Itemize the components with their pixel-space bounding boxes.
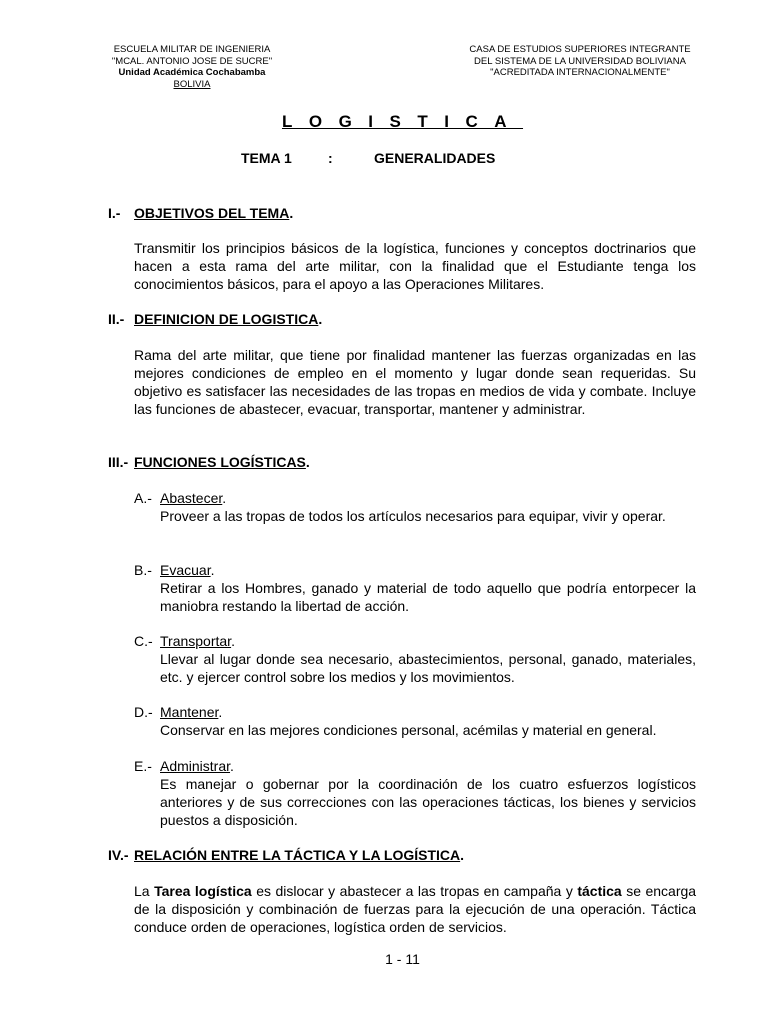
list-item: C.- Transportar. Llevar al lugar donde sea necesario, abastecimientos, personal, ganado, materiales, etc. y ejercer control sobre los medios y los movimientos. (134, 633, 696, 685)
tema-colon: : (328, 150, 333, 166)
section-heading: III.- FUNCIONES LOGÍSTICAS. (108, 454, 310, 470)
tema-value: GENERALIDADES (374, 150, 496, 166)
item-letter: B.- (134, 562, 152, 578)
document-title: LOGISTICA (281, 112, 524, 131)
item-name: Evacuar (160, 562, 211, 578)
item-name: Abastecer (160, 490, 223, 506)
section-title: OBJETIVOS DEL TEMA (134, 205, 290, 221)
item-name: Administrar (160, 758, 231, 774)
section-number: II.- (108, 311, 125, 327)
item-description: Retirar a los Hombres, ganado y material de todo aquello que podría entorpecer la maniobra restando la libertad de acción. (160, 580, 696, 614)
section-number: IV.- (108, 847, 129, 863)
term-tarea-logistica: Tarea logística (154, 883, 252, 899)
item-letter: C.- (134, 633, 153, 649)
school-name: ESCUELA MILITAR DE INGENIERIA (113, 44, 271, 55)
accreditation-line-3: "ACREDITADA INTERNACIONALMENTE" (490, 67, 670, 78)
item-description: Conservar en las mejores condiciones personal, acémilas y material en general. (160, 722, 657, 738)
list-item: D.- Mantener. Conservar en las mejores condiciones personal, acémilas y material en general. (134, 703, 696, 739)
item-description: Es manejar o gobernar por la coordinación de los cuatro esfuerzos logísticos anteriores y de sus correcciones con las operaciones tácticas, los bienes y servicios puestos a disposición. (160, 776, 696, 828)
school-country: BOLIVIA (173, 78, 211, 90)
page-number: 1 - 11 (385, 951, 420, 967)
list-item: B.- Evacuar. Retirar a los Hombres, ganado y material de todo aquello que podría entorpecer la maniobra restando la libertad de acción. (134, 562, 696, 614)
list-item: A.- Abastecer. Proveer a las tropas de todos los artículos necesarios para equipar, vivir y operar. (134, 489, 696, 525)
section-number: III.- (108, 454, 129, 470)
section-title: DEFINICION DE LOGISTICA (134, 311, 319, 327)
section-paragraph: Rama del arte militar, que tiene por finalidad mantener las fuerzas organizadas en las mejores condiciones de empleo en el momento y lugar donde sean requeridas. Su objetivo es satisfacer las necesidades de las tropas en medios de vida y combate. Incluye las funciones de abastecer, evacuar, transportar, mantener y administrar. (134, 347, 696, 417)
school-unit: Unidad Académica Cochabamba (118, 67, 266, 78)
section-number: I.- (108, 205, 121, 221)
accreditation-line-2: DEL SISTEMA DE LA UNIVERSIDAD BOLIVIANA (474, 55, 686, 67)
section-heading: I.- OBJETIVOS DEL TEMA. (108, 205, 294, 221)
section-heading: II.- DEFINICION DE LOGISTICA. (108, 311, 323, 327)
item-letter: E.- (134, 758, 152, 774)
item-name: Transportar (160, 633, 232, 649)
section-title: RELACIÓN ENTRE LA TÁCTICA Y LA LOGÍSTICA (134, 847, 461, 863)
section-paragraph: Transmitir los principios básicos de la logística, funciones y conceptos doctrinarios que hacen a esta rama del arte militar, con la finalidad que el Estudiante tenga los conocimientos básicos, para el apoyo a las Operaciones Militares. (134, 240, 696, 292)
item-description: Llevar al lugar donde sea necesario, abastecimientos, personal, ganado, materiales, etc. y ejercer control sobre los medios y los movimientos. (160, 651, 696, 685)
term-tactica: táctica (577, 883, 622, 899)
section-paragraph: La Tarea logística es dislocar y abastecer a las tropas en campaña y táctica se encarga de la disposición y combinación de fuerzas para la ejecución de una operación. Táctica conduce orden de operaciones, logística orden de servicios. (134, 883, 697, 935)
accreditation-line-1: CASA DE ESTUDIOS SUPERIORES INTEGRANTE (469, 44, 691, 55)
section-title: FUNCIONES LOGÍSTICAS (134, 454, 306, 470)
item-name: Mantener (160, 704, 219, 720)
item-letter: D.- (134, 704, 153, 720)
item-description: Proveer a las tropas de todos los artículos necesarios para equipar, vivir y operar. (160, 508, 666, 524)
section-heading: IV.- RELACIÓN ENTRE LA TÁCTICA Y LA LOGÍSTICA. (108, 847, 465, 863)
item-letter: A.- (134, 490, 152, 506)
header-left (92, 44, 292, 90)
school-subtitle: "MCAL. ANTONIO JOSE DE SUCRE" (111, 55, 273, 67)
list-item: E.- Administrar. Es manejar o gobernar por la coordinación de los cuatro esfuerzos logísticos anteriores y de sus correcciones con las operaciones tácticas, los bienes y servicios puestos a disposición. (134, 758, 696, 828)
header-right (430, 44, 730, 79)
tema-label: TEMA 1 (241, 150, 292, 166)
